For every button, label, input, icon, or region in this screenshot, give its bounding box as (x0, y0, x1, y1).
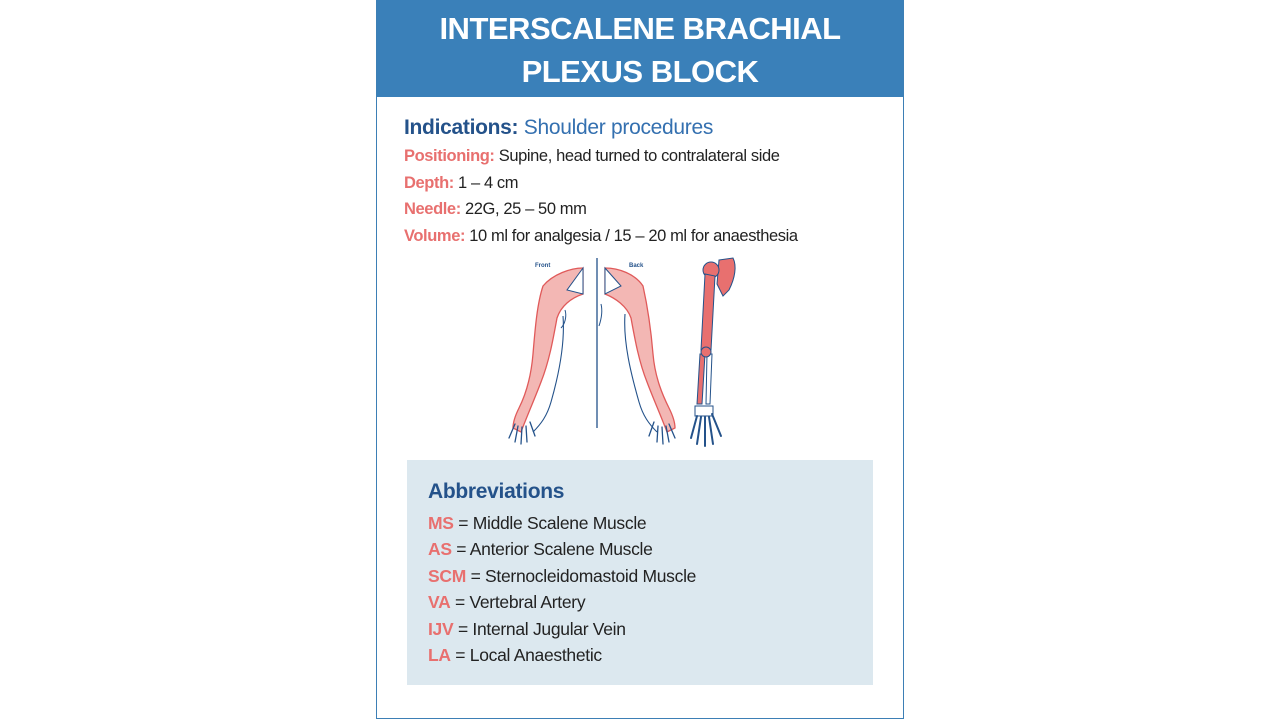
positioning-value: Supine, head turned to contralateral side (498, 147, 780, 165)
positioning-row (404, 143, 884, 170)
abbreviation-item (428, 563, 696, 589)
indications-value: Shoulder procedures (523, 116, 714, 139)
card-title-line-1: INTERSCALENE BRACHIAL (439, 11, 841, 46)
front-view-label: Front (535, 263, 551, 269)
volume-row (404, 223, 884, 250)
card-header (377, 0, 903, 97)
front-arm-icon (509, 268, 583, 444)
positioning-label: Positioning: (404, 147, 495, 165)
back-arm-icon (599, 268, 675, 444)
indications-row (404, 113, 884, 143)
abbreviations-panel (407, 460, 873, 685)
abbreviation-code: MS (428, 513, 454, 533)
depth-value: 1 – 4 cm (458, 173, 519, 192)
abbreviation-meaning: = Internal Jugular Vein (457, 618, 626, 639)
block-info (404, 113, 884, 249)
abbreviation-code: AS (428, 539, 452, 560)
abbreviation-item (428, 589, 696, 615)
abbreviation-item (428, 536, 696, 562)
reference-card (376, 0, 904, 719)
needle-label: Needle: (404, 200, 461, 218)
needle-row (404, 196, 884, 223)
depth-label: Depth: (404, 173, 454, 192)
abbreviation-item (428, 642, 696, 668)
card-title-line-2: PLEXUS BLOCK (521, 54, 759, 89)
arm-anatomy-illustration (501, 256, 761, 452)
abbreviation-item (428, 510, 696, 536)
abbreviation-code: SCM (428, 565, 466, 586)
abbreviations-title: Abbreviations (428, 480, 565, 503)
needle-value: 22G, 25 – 50 mm (465, 200, 587, 218)
abbreviation-meaning: = Vertebral Artery (454, 592, 586, 613)
abbreviation-item (428, 616, 696, 642)
back-view-label: Back (629, 263, 644, 269)
indications-label: Indications: (404, 116, 519, 139)
volume-label: Volume: (404, 226, 466, 245)
abbreviation-code: IJV (428, 618, 454, 639)
abbreviation-meaning: = Sternocleidomastoid Muscle (470, 565, 697, 586)
arm-skeleton-icon (691, 258, 735, 446)
volume-value: 10 ml for analgesia / 15 – 20 ml for anaesthesia (469, 226, 798, 245)
abbreviation-code: VA (428, 592, 451, 613)
abbreviation-code: LA (428, 645, 451, 666)
abbreviation-meaning: = Middle Scalene Muscle (458, 513, 647, 533)
depth-row (404, 170, 884, 197)
abbreviation-meaning: = Anterior Scalene Muscle (456, 539, 653, 560)
abbreviations-list (428, 510, 696, 668)
abbreviation-meaning: = Local Anaesthetic (455, 645, 602, 666)
